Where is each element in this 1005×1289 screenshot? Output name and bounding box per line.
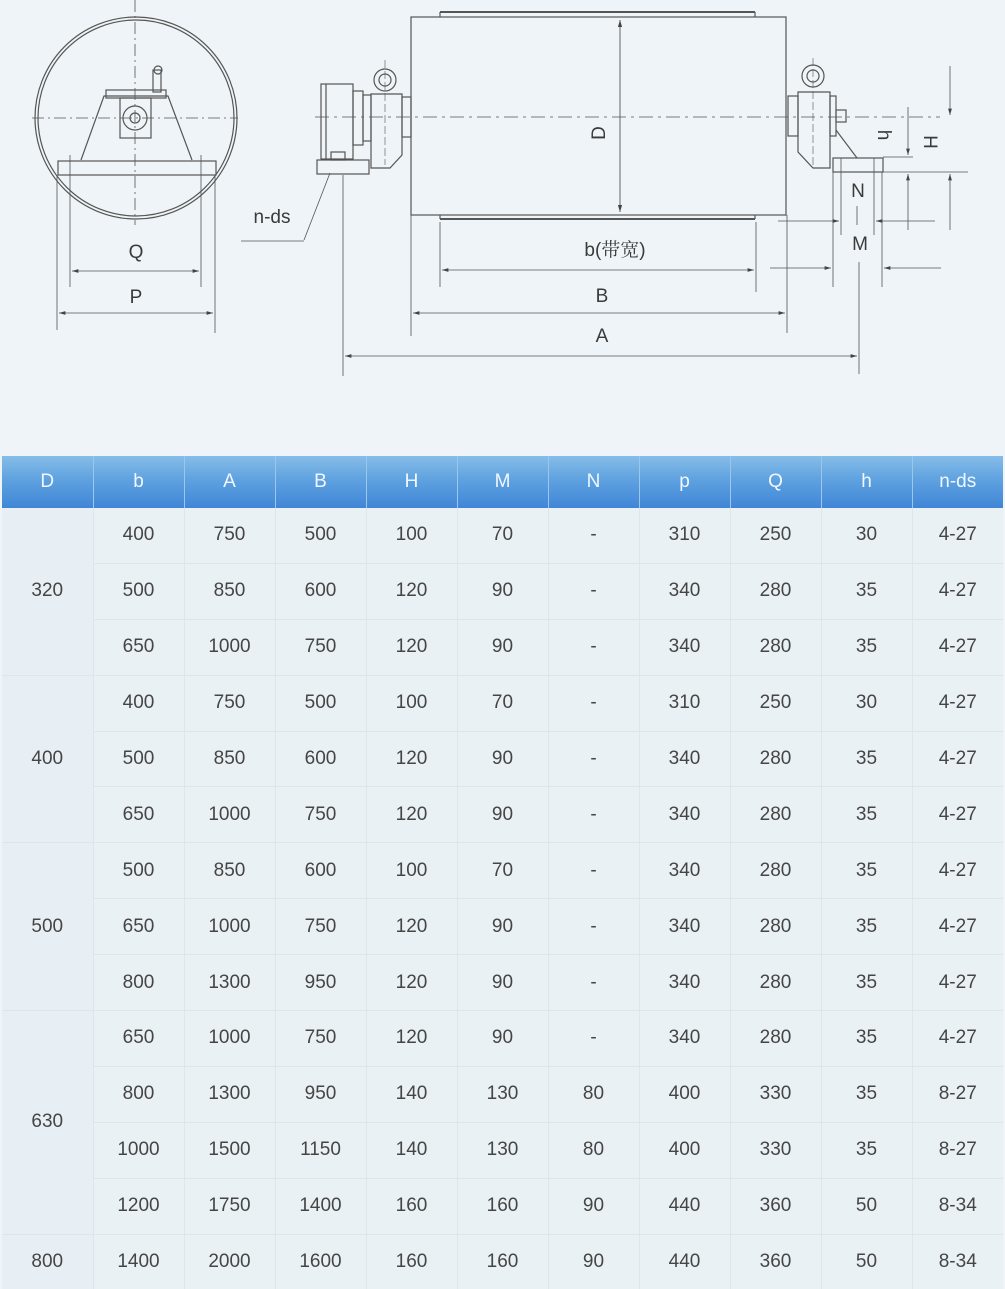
drawing-svg bbox=[0, 0, 1005, 440]
cell-b: 800 bbox=[93, 1066, 184, 1122]
cell-A: 2000 bbox=[184, 1234, 275, 1289]
cell-B: 500 bbox=[275, 508, 366, 563]
col-header-B: B bbox=[275, 456, 366, 508]
cell-N: 80 bbox=[548, 1122, 639, 1178]
cell-N: - bbox=[548, 1011, 639, 1067]
table-header-row bbox=[2, 456, 1003, 508]
technical-drawing bbox=[0, 0, 1005, 440]
cell-A: 850 bbox=[184, 843, 275, 899]
cell-h: 35 bbox=[821, 787, 912, 843]
cell-Q: 330 bbox=[730, 1066, 821, 1122]
cell-N: - bbox=[548, 955, 639, 1011]
cell-n-ds: 4-27 bbox=[912, 1011, 1003, 1067]
table-row bbox=[2, 843, 1003, 899]
cell-n-ds: 4-27 bbox=[912, 675, 1003, 731]
cell-b: 800 bbox=[93, 955, 184, 1011]
cell-b: 650 bbox=[93, 899, 184, 955]
cell-p: 340 bbox=[639, 1011, 730, 1067]
label-P: P bbox=[129, 287, 143, 308]
table-row bbox=[2, 1066, 1003, 1122]
cell-p: 340 bbox=[639, 899, 730, 955]
cell-N: 80 bbox=[548, 1066, 639, 1122]
cell-M: 160 bbox=[457, 1178, 548, 1234]
cell-N: 90 bbox=[548, 1234, 639, 1289]
cell-h: 35 bbox=[821, 1122, 912, 1178]
cell-p: 440 bbox=[639, 1234, 730, 1289]
cell-B: 950 bbox=[275, 1066, 366, 1122]
cell-n-ds: 4-27 bbox=[912, 843, 1003, 899]
cell-Q: 280 bbox=[730, 787, 821, 843]
cell-Q: 280 bbox=[730, 563, 821, 619]
cell-h: 35 bbox=[821, 899, 912, 955]
cell-A: 1300 bbox=[184, 955, 275, 1011]
cell-D-group: 800 bbox=[2, 1234, 93, 1289]
cell-A: 750 bbox=[184, 675, 275, 731]
cell-M: 70 bbox=[457, 508, 548, 563]
table-row bbox=[2, 731, 1003, 787]
cell-h: 35 bbox=[821, 619, 912, 675]
cell-b: 1200 bbox=[93, 1178, 184, 1234]
cell-Q: 250 bbox=[730, 675, 821, 731]
cell-b: 650 bbox=[93, 1011, 184, 1067]
col-header-p: p bbox=[639, 456, 730, 508]
cell-p: 310 bbox=[639, 508, 730, 563]
cell-M: 70 bbox=[457, 843, 548, 899]
cell-D-group: 630 bbox=[2, 1011, 93, 1235]
cell-M: 90 bbox=[457, 899, 548, 955]
cell-M: 90 bbox=[457, 619, 548, 675]
cell-B: 1150 bbox=[275, 1122, 366, 1178]
cell-n-ds: 4-27 bbox=[912, 508, 1003, 563]
cell-D-group: 500 bbox=[2, 843, 93, 1011]
col-header-A: A bbox=[184, 456, 275, 508]
cell-p: 340 bbox=[639, 955, 730, 1011]
cell-A: 1750 bbox=[184, 1178, 275, 1234]
label-b-belt-width: b(带宽) bbox=[584, 240, 646, 261]
cell-H: 120 bbox=[366, 619, 457, 675]
label-M: M bbox=[852, 234, 868, 255]
cell-n-ds: 4-27 bbox=[912, 787, 1003, 843]
cell-A: 850 bbox=[184, 563, 275, 619]
col-header-D: D bbox=[2, 456, 93, 508]
cell-M: 90 bbox=[457, 1011, 548, 1067]
cell-B: 600 bbox=[275, 563, 366, 619]
cell-b: 650 bbox=[93, 619, 184, 675]
cell-M: 90 bbox=[457, 955, 548, 1011]
table-row bbox=[2, 955, 1003, 1011]
cell-H: 120 bbox=[366, 1011, 457, 1067]
cell-N: - bbox=[548, 675, 639, 731]
cell-B: 1600 bbox=[275, 1234, 366, 1289]
cell-n-ds: 4-27 bbox=[912, 731, 1003, 787]
cell-p: 340 bbox=[639, 787, 730, 843]
cell-Q: 280 bbox=[730, 1011, 821, 1067]
cell-B: 1400 bbox=[275, 1178, 366, 1234]
col-header-Q: Q bbox=[730, 456, 821, 508]
cell-h: 50 bbox=[821, 1234, 912, 1289]
label-D: D bbox=[589, 126, 610, 140]
cell-H: 100 bbox=[366, 508, 457, 563]
cell-A: 1000 bbox=[184, 1011, 275, 1067]
cell-B: 950 bbox=[275, 955, 366, 1011]
cell-D-group: 320 bbox=[2, 508, 93, 675]
col-header-H: H bbox=[366, 456, 457, 508]
cell-b: 400 bbox=[93, 675, 184, 731]
cell-n-ds: 4-27 bbox=[912, 563, 1003, 619]
table-row bbox=[2, 1011, 1003, 1067]
cell-b: 500 bbox=[93, 843, 184, 899]
cell-h: 35 bbox=[821, 1011, 912, 1067]
table-row bbox=[2, 1178, 1003, 1234]
cell-D-group: 400 bbox=[2, 675, 93, 843]
cell-Q: 280 bbox=[730, 899, 821, 955]
cell-M: 160 bbox=[457, 1234, 548, 1289]
cell-H: 140 bbox=[366, 1066, 457, 1122]
cell-H: 120 bbox=[366, 731, 457, 787]
cell-B: 600 bbox=[275, 843, 366, 899]
cell-n-ds: 8-27 bbox=[912, 1066, 1003, 1122]
cell-n-ds: 8-34 bbox=[912, 1178, 1003, 1234]
cell-n-ds: 4-27 bbox=[912, 899, 1003, 955]
label-B: B bbox=[595, 286, 609, 307]
cell-N: - bbox=[548, 731, 639, 787]
cell-b: 400 bbox=[93, 508, 184, 563]
table-row bbox=[2, 563, 1003, 619]
cell-A: 1000 bbox=[184, 787, 275, 843]
col-header-N: N bbox=[548, 456, 639, 508]
table-row bbox=[2, 619, 1003, 675]
cell-B: 750 bbox=[275, 899, 366, 955]
cell-Q: 330 bbox=[730, 1122, 821, 1178]
spec-table bbox=[2, 456, 1003, 1289]
cell-Q: 360 bbox=[730, 1178, 821, 1234]
cell-H: 140 bbox=[366, 1122, 457, 1178]
cell-N: - bbox=[548, 787, 639, 843]
label-N: N bbox=[851, 181, 865, 202]
cell-A: 1500 bbox=[184, 1122, 275, 1178]
cell-H: 100 bbox=[366, 843, 457, 899]
cell-H: 160 bbox=[366, 1178, 457, 1234]
col-header-M: M bbox=[457, 456, 548, 508]
cell-p: 340 bbox=[639, 731, 730, 787]
cell-Q: 280 bbox=[730, 955, 821, 1011]
label-h: h bbox=[873, 129, 894, 141]
table-body bbox=[2, 508, 1003, 1289]
cell-h: 35 bbox=[821, 955, 912, 1011]
cell-n-ds: 8-27 bbox=[912, 1122, 1003, 1178]
cell-M: 90 bbox=[457, 563, 548, 619]
cell-p: 310 bbox=[639, 675, 730, 731]
cell-A: 750 bbox=[184, 508, 275, 563]
cell-M: 130 bbox=[457, 1122, 548, 1178]
cell-H: 160 bbox=[366, 1234, 457, 1289]
cell-n-ds: 4-27 bbox=[912, 619, 1003, 675]
label-A: A bbox=[595, 326, 609, 347]
cell-N: 90 bbox=[548, 1178, 639, 1234]
cell-Q: 280 bbox=[730, 619, 821, 675]
cell-h: 30 bbox=[821, 508, 912, 563]
cell-p: 340 bbox=[639, 843, 730, 899]
cell-p: 400 bbox=[639, 1122, 730, 1178]
cell-H: 100 bbox=[366, 675, 457, 731]
cell-b: 500 bbox=[93, 563, 184, 619]
cell-N: - bbox=[548, 619, 639, 675]
cell-b: 1400 bbox=[93, 1234, 184, 1289]
cell-B: 750 bbox=[275, 1011, 366, 1067]
cell-Q: 280 bbox=[730, 731, 821, 787]
cell-n-ds: 4-27 bbox=[912, 955, 1003, 1011]
cell-B: 750 bbox=[275, 619, 366, 675]
table-row bbox=[2, 675, 1003, 731]
cell-n-ds: 8-34 bbox=[912, 1234, 1003, 1289]
table-row bbox=[2, 508, 1003, 563]
col-header-b: b bbox=[93, 456, 184, 508]
cell-b: 500 bbox=[93, 731, 184, 787]
cell-B: 500 bbox=[275, 675, 366, 731]
cell-A: 850 bbox=[184, 731, 275, 787]
cell-Q: 250 bbox=[730, 508, 821, 563]
cell-h: 35 bbox=[821, 731, 912, 787]
cell-h: 35 bbox=[821, 1066, 912, 1122]
cell-N: - bbox=[548, 843, 639, 899]
col-header-n-ds: n-ds bbox=[912, 456, 1003, 508]
cell-N: - bbox=[548, 563, 639, 619]
cell-h: 35 bbox=[821, 563, 912, 619]
cell-M: 90 bbox=[457, 731, 548, 787]
end-view bbox=[32, 0, 238, 333]
cell-b: 650 bbox=[93, 787, 184, 843]
cell-p: 400 bbox=[639, 1066, 730, 1122]
cell-p: 340 bbox=[639, 563, 730, 619]
cell-Q: 280 bbox=[730, 843, 821, 899]
cell-M: 130 bbox=[457, 1066, 548, 1122]
cell-M: 90 bbox=[457, 787, 548, 843]
cell-B: 600 bbox=[275, 731, 366, 787]
cell-H: 120 bbox=[366, 955, 457, 1011]
cell-b: 1000 bbox=[93, 1122, 184, 1178]
cell-h: 50 bbox=[821, 1178, 912, 1234]
cell-N: - bbox=[548, 899, 639, 955]
cell-B: 750 bbox=[275, 787, 366, 843]
col-header-h: h bbox=[821, 456, 912, 508]
cell-A: 1000 bbox=[184, 899, 275, 955]
cell-N: - bbox=[548, 508, 639, 563]
cell-A: 1000 bbox=[184, 619, 275, 675]
table-row bbox=[2, 1234, 1003, 1289]
cell-A: 1300 bbox=[184, 1066, 275, 1122]
label-n-ds: n-ds bbox=[253, 207, 291, 228]
cell-p: 340 bbox=[639, 619, 730, 675]
table-row bbox=[2, 787, 1003, 843]
cell-p: 440 bbox=[639, 1178, 730, 1234]
cell-M: 70 bbox=[457, 675, 548, 731]
cell-Q: 360 bbox=[730, 1234, 821, 1289]
label-H: H bbox=[919, 135, 940, 149]
table-row bbox=[2, 899, 1003, 955]
cell-h: 30 bbox=[821, 675, 912, 731]
label-Q: Q bbox=[128, 242, 144, 263]
cell-H: 120 bbox=[366, 563, 457, 619]
cell-H: 120 bbox=[366, 899, 457, 955]
table-row bbox=[2, 1122, 1003, 1178]
cell-h: 35 bbox=[821, 843, 912, 899]
cell-H: 120 bbox=[366, 787, 457, 843]
